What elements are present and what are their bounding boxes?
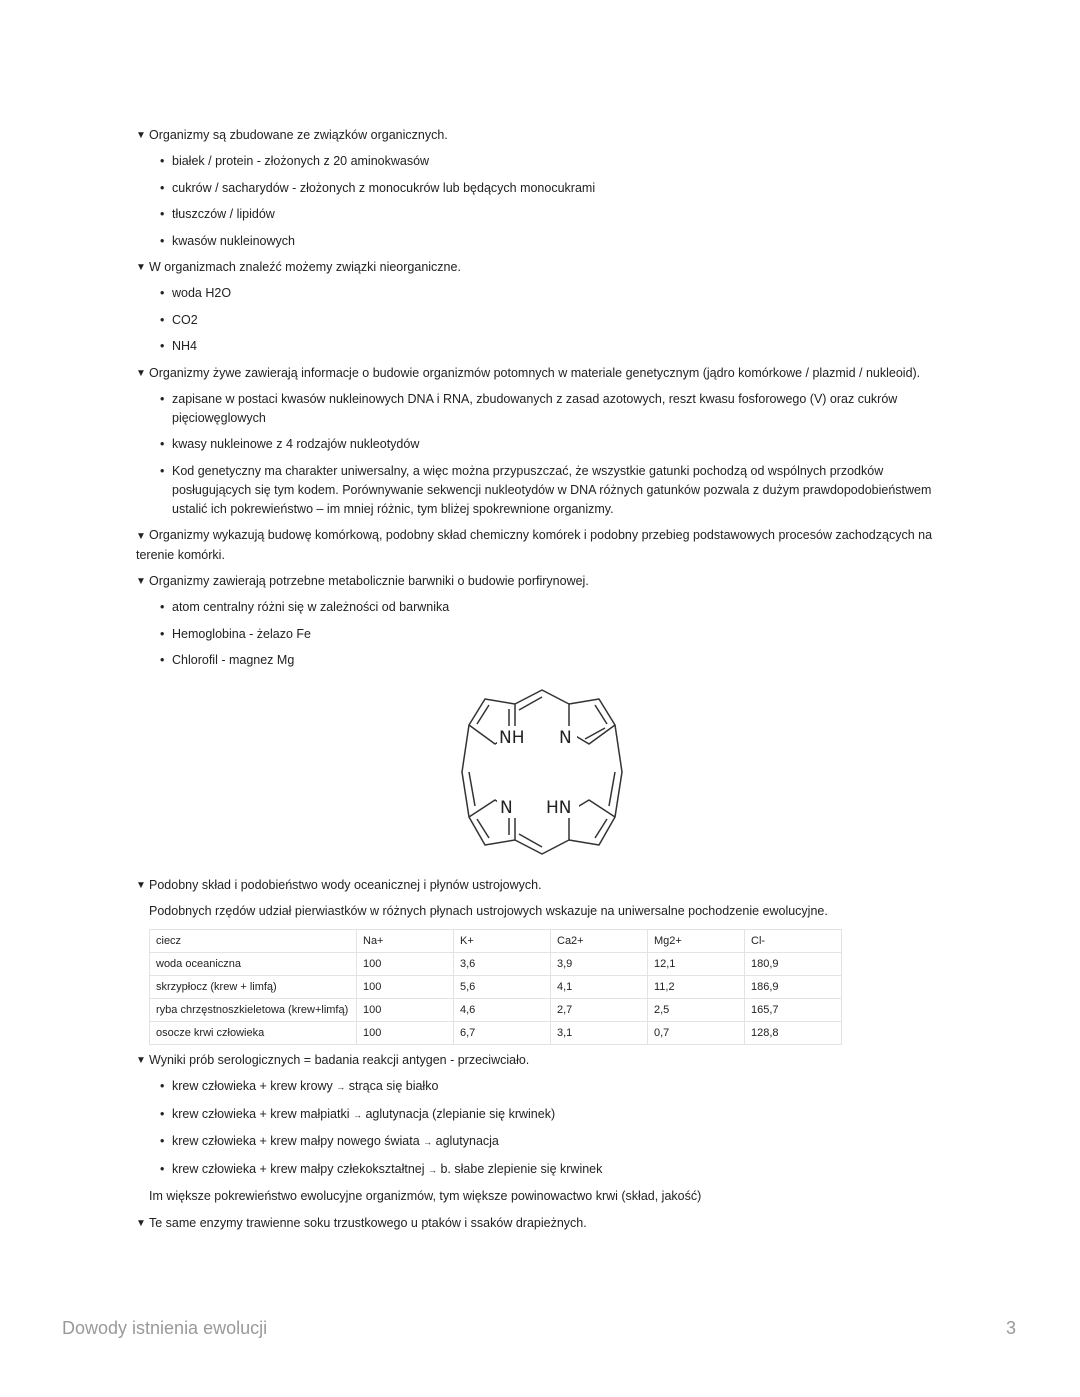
- list-item: • atom centralny różni się w zależności od barwnika: [160, 598, 948, 617]
- table-header-row: [150, 930, 842, 953]
- ion-composition-table: [149, 929, 842, 1045]
- toggle-porphyrin-pigments[interactable]: [136, 572, 948, 591]
- list-item: [160, 1132, 948, 1152]
- toggle-serological-tests[interactable]: [136, 1051, 948, 1070]
- triangle-down-icon[interactable]: ▼: [136, 1055, 146, 1066]
- triangle-down-icon[interactable]: ▼: [136, 262, 146, 273]
- table-cell: 4,1: [551, 976, 648, 999]
- hn-label: HN: [546, 798, 572, 818]
- footer-title: Dowody istnienia ewolucji: [62, 1318, 268, 1338]
- arrow-right-icon: →: [336, 1082, 346, 1092]
- table-cell: 11,2: [648, 976, 745, 999]
- list-item: • Chlorofil - magnez Mg: [160, 651, 948, 670]
- arrow-right-icon: →: [423, 1137, 433, 1147]
- toggle-heading: Organizmy wykazują budowę komórkową, podobny skład chemiczny komórek i podobny przebieg podstawowych procesów zachodzących na terenie komórki.: [136, 528, 933, 562]
- bullet-list: [160, 284, 948, 356]
- bullet-list: [160, 152, 948, 251]
- toggle-cell-structure[interactable]: [136, 526, 948, 565]
- table-cell: 100: [357, 953, 454, 976]
- n-label: N: [500, 798, 513, 818]
- porphyrin-structure-figure: [136, 682, 948, 862]
- triangle-down-icon[interactable]: ▼: [136, 880, 146, 891]
- item-text: krew człowieka + krew małpy nowego świata: [172, 1134, 420, 1148]
- triangle-down-icon[interactable]: ▼: [136, 576, 146, 587]
- paragraph: Im większe pokrewieństwo ewolucyjne organizmów, tym większe powinowactwo krwi (skład, jakość): [149, 1189, 702, 1203]
- item-text: krew człowieka + krew małpiatki: [172, 1106, 350, 1121]
- table-cell: skrzypłocz (krew + limfą): [150, 976, 357, 999]
- table-cell: 180,9: [745, 953, 842, 976]
- toggle-heading: Organizmy zawierają potrzebne metabolicznie barwniki o budowie porfirynowej.: [149, 574, 589, 588]
- toggle-heading: Organizmy są zbudowane ze związków organicznych.: [149, 128, 448, 142]
- item-text: krew człowieka + krew krowy: [172, 1079, 333, 1093]
- toggle-organic-compounds[interactable]: [136, 126, 948, 145]
- triangle-down-icon[interactable]: ▼: [136, 130, 146, 141]
- list-item: • kwasy nukleinowe z 4 rodzajów nukleotydów: [160, 435, 948, 454]
- item-result: aglutynacja (zlepianie się krwinek): [365, 1106, 556, 1121]
- triangle-down-icon[interactable]: ▼: [136, 531, 146, 542]
- table-cell: woda oceaniczna: [150, 953, 357, 976]
- table-cell: 6,7: [454, 1022, 551, 1045]
- list-item: [160, 1077, 948, 1097]
- list-item: • cukrów / sacharydów - złożonych z monocukrów lub będących monocukrami: [160, 179, 948, 198]
- paragraph: Podobnych rzędów udział pierwiastków w różnych płynach ustrojowych wskazuje na uniwersalne pochodzenie ewolucyjne.: [149, 904, 828, 918]
- table-cell: 12,1: [648, 953, 745, 976]
- table-row: [150, 1022, 842, 1045]
- item-result: strąca się białko: [348, 1079, 439, 1093]
- toggle-digestive-enzymes[interactable]: [136, 1214, 948, 1233]
- list-item: • CO2: [160, 311, 948, 330]
- list-item: • kwasów nukleinowych: [160, 232, 948, 251]
- bullet-list: [160, 598, 948, 670]
- table-header-cell: Na+: [357, 930, 454, 953]
- toggle-heading: W organizmach znaleźć możemy związki nieorganiczne.: [149, 260, 461, 274]
- list-item: [160, 1160, 948, 1180]
- page-number: 3: [1005, 1318, 1016, 1338]
- table-cell: osocze krwi człowieka: [150, 1022, 357, 1045]
- bullet-list: [160, 390, 948, 519]
- toggle-heading: Podobny skład i podobieństwo wody oceanicznej i płynów ustrojowych.: [149, 878, 542, 892]
- table-row: [150, 999, 842, 1022]
- table-row: [150, 953, 842, 976]
- table-cell: 2,5: [648, 999, 745, 1022]
- table-cell: 128,8: [745, 1022, 842, 1045]
- toggle-heading: Wyniki prób serologicznych = badania reakcji antygen - przeciwciało.: [149, 1053, 530, 1067]
- arrow-right-icon: →: [352, 1109, 362, 1120]
- list-item: • tłuszczów / lipidów: [160, 205, 948, 224]
- bullet-list: [160, 1077, 948, 1180]
- arrow-right-icon: →: [428, 1164, 437, 1175]
- item-result: b. słabe zlepienie się krwinek: [440, 1161, 603, 1176]
- table-header-cell: K+: [454, 930, 551, 953]
- table-cell: 2,7: [551, 999, 648, 1022]
- item-result: aglutynacja: [435, 1134, 499, 1148]
- table-cell: 3,6: [454, 953, 551, 976]
- table-cell: 100: [357, 999, 454, 1022]
- table-header-cell: Cl-: [745, 930, 842, 953]
- list-item: • Kod genetyczny ma charakter uniwersalny, a więc można przypuszczać, że wszystkie gatunki pochodzą od wspólnych przodków posługujących się tym kodem. Porównywanie sekwencji nukleotydów w DNA różnych gatunków pozwala z dużym prawdopodobieństwem ustalić ich pokrewieństwo – im mniej różnic, tym bliżej spokrewnione organizmy.: [160, 462, 948, 519]
- table-header-cell: ciecz: [150, 930, 357, 953]
- table-cell: 100: [357, 1022, 454, 1045]
- n-label: N: [559, 728, 572, 748]
- item-text: krew człowieka + krew małpy człekokształtnej: [172, 1161, 425, 1176]
- triangle-down-icon[interactable]: ▼: [136, 1218, 146, 1229]
- table-cell: 3,1: [551, 1022, 648, 1045]
- document-content: [136, 126, 948, 1240]
- list-item: • Hemoglobina - żelazo Fe: [160, 625, 948, 644]
- table-cell: 0,7: [648, 1022, 745, 1045]
- table-header-cell: Mg2+: [648, 930, 745, 953]
- toggle-heading: Organizmy żywe zawierają informacje o budowie organizmów potomnych w materiale genetycznym (jądro komórkowe / plazmid / nukleoid).: [149, 365, 921, 380]
- table-cell: ryba chrzęstnoszkieletowa (krew+limfą): [150, 999, 357, 1022]
- toggle-genetic-material[interactable]: [136, 364, 948, 383]
- list-item: • białek / protein - złożonych z 20 aminokwasów: [160, 152, 948, 171]
- toggle-heading: Te same enzymy trawienne soku trzustkowego u ptaków i ssaków drapieżnych.: [149, 1216, 587, 1230]
- table-row: [150, 976, 842, 999]
- table-cell: 4,6: [454, 999, 551, 1022]
- triangle-down-icon[interactable]: ▼: [136, 367, 146, 379]
- nh-label: NH: [499, 728, 525, 748]
- toggle-inorganic-compounds[interactable]: [136, 258, 948, 277]
- list-item: [160, 1105, 948, 1125]
- table-cell: 5,6: [454, 976, 551, 999]
- table-cell: 165,7: [745, 999, 842, 1022]
- list-item: • woda H2O: [160, 284, 948, 303]
- porphyrin-molecule: [457, 682, 627, 862]
- table-cell: 3,9: [551, 953, 648, 976]
- toggle-ocean-water[interactable]: [136, 876, 948, 895]
- list-item: • zapisane w postaci kwasów nukleinowych DNA i RNA, zbudowanych z zasad azotowych, reszt kwasu fosforowego (V) oraz cukrów pięciowęglowych: [160, 390, 948, 428]
- table-cell: 100: [357, 976, 454, 999]
- list-item: • NH4: [160, 337, 948, 356]
- table-header-cell: Ca2+: [551, 930, 648, 953]
- table-cell: 186,9: [745, 976, 842, 999]
